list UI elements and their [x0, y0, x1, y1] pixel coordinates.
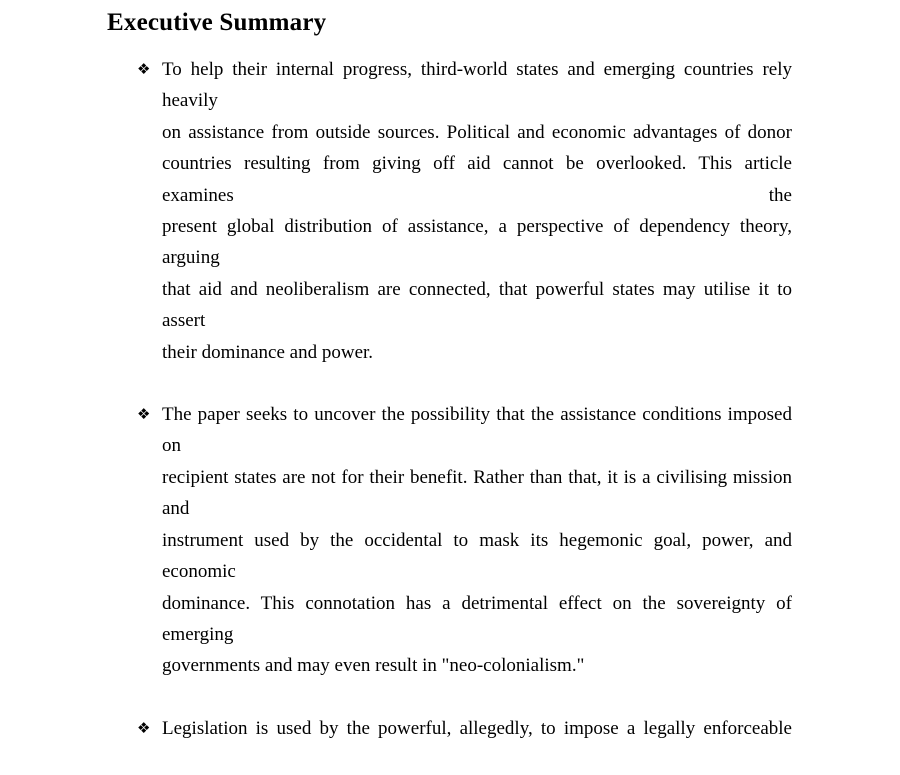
- paragraph-line: instrument used by the occidental to mask its hegemonic goal, power, and economic: [162, 529, 792, 583]
- paragraph-line: governments and may even result in "neo-colonialism.": [162, 655, 585, 677]
- bullet-list: [137, 54, 792, 775]
- paragraph-line: their dominance and power.: [162, 341, 374, 363]
- bullet-paragraph: [162, 399, 792, 682]
- bullet-paragraph: [162, 713, 792, 744]
- paragraph-line: on assistance from outside sources. Political and economic advantages of donor: [162, 121, 792, 143]
- paragraph-line: dominance. This connotation has a detrimental effect on the sovereignty of emerging: [162, 592, 792, 645]
- bullet-paragraph: [162, 54, 792, 368]
- paragraph-line: Legislation is used by the powerful, allegedly, to impose a legally enforceable: [162, 717, 792, 739]
- paragraph-line: To help their internal progress, third-world states and emerging countries rely heavily: [162, 59, 792, 112]
- bullet-item: [137, 399, 792, 682]
- paragraph-line: countries resulting from giving off aid cannot be overlooked. This article examines the: [162, 153, 792, 206]
- diamond-bullet-icon: ❖: [137, 405, 151, 424]
- diamond-bullet-icon: ❖: [137, 60, 151, 78]
- paragraph-line: recipient states are not for their benefit. Rather than that, it is a civilising mission and: [162, 466, 792, 520]
- page-title: Executive Summary: [107, 9, 327, 36]
- bullet-item: [137, 713, 792, 744]
- paragraph-line: The paper seeks to uncover the possibility that the assistance conditions imposed on: [162, 404, 792, 457]
- diamond-bullet-icon: ❖: [137, 718, 151, 737]
- paragraph-line: that aid and neoliberalism are connected, that powerful states may utilise it to assert: [162, 278, 792, 332]
- bullet-item: [137, 54, 792, 368]
- paragraph-line: present global distribution of assistance, a perspective of dependency theory, arguing: [162, 216, 792, 269]
